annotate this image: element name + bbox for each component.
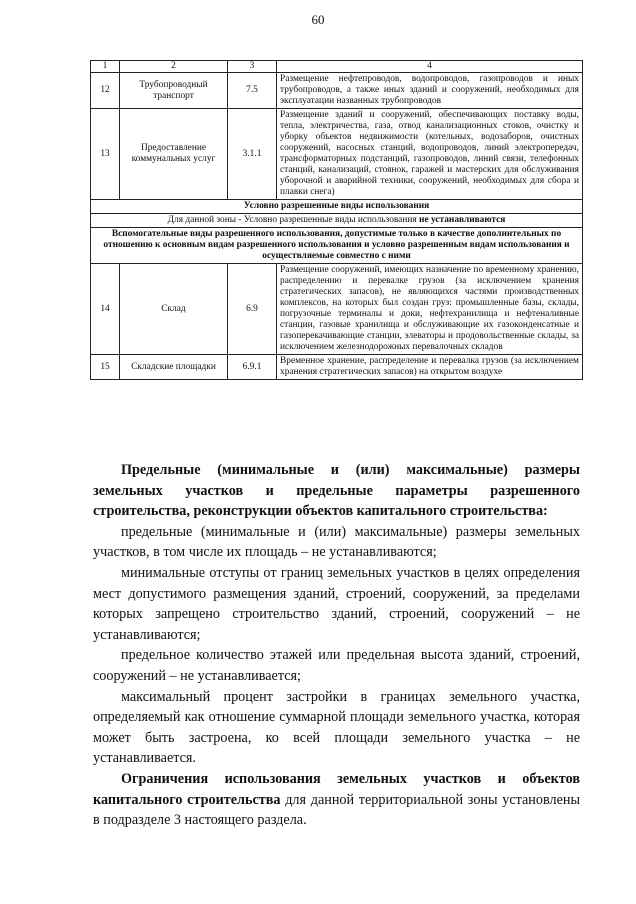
section-row-auxiliary	[91, 228, 583, 264]
paragraph-setbacks: минимальные отступы от границ земельных участков в целях определения мест допустимого размещения зданий, строений, сооружений, за пределами которых запрещено строительство зданий, строений, сооружений – не устанавливаются;	[93, 564, 580, 643]
paragraph-coverage: максимальный процент застройки в границах земельного участка, определяемый как отношение суммарной площади земельного участка, которая может быть застроена, ко всей площади земельного участка – не устанавливается.	[93, 688, 580, 767]
header-cell: 1	[91, 61, 120, 73]
table-row	[91, 73, 583, 109]
use-type-code: 7.5	[228, 73, 277, 109]
use-type-description: Размещение нефтепроводов, водопроводов, газопроводов и иных трубопроводов, а также иных зданий и сооружений, необходимых для эксплуатации названных трубопроводов	[277, 73, 583, 109]
body-text	[93, 460, 580, 831]
paragraph-restrictions	[93, 769, 580, 831]
paragraph-floors: предельное количество этажей или предельная высота зданий, строений, сооружений – не устанавливается;	[93, 647, 580, 684]
conditional-uses-title: Условно разрешенные виды использования	[91, 200, 583, 214]
use-type-description: Временное хранение, распределение и перевалка грузов (за исключением хранения стратегических запасов) на открытом воздухе	[277, 355, 583, 380]
land-use-table	[90, 60, 583, 380]
note-row-conditional	[91, 214, 583, 228]
use-type-code: 6.9	[228, 264, 277, 355]
section-row-conditional	[91, 200, 583, 214]
parameters-heading: Предельные (минимальные и (или) максимальные) размеры земельных участков и предельные параметры разрешенного строительства, реконструкции объектов капитального строительства:	[93, 462, 580, 520]
use-type-description: Размещение зданий и сооружений, обеспечивающих поставку воды, тепла, электричества, газа, отвод канализационных стоков, очистку и уборку объектов недвижимости (котельных, водозаборов, очистных сооружений, насосных станций, водопроводов, линий электропередач, трансформаторных подстанций, газопроводов, линий связи, телефонных станций, канализаций, стоянок, гаражей и мастерских для обслуживания уборочной и аварийной техники, сооружений, необходимых для сбора и плавки снега)	[277, 109, 583, 200]
conditional-uses-note	[91, 214, 583, 228]
conditional-note-bold: не устанавливаются	[419, 215, 506, 225]
use-type-name: Складские площадки	[120, 355, 228, 380]
use-type-name: Склад	[120, 264, 228, 355]
use-type-code: 6.9.1	[228, 355, 277, 380]
conditional-note-plain: Для данной зоны - Условно разрешенные виды использования	[167, 215, 420, 225]
auxiliary-uses-title: Вспомогательные виды разрешенного использования, допустимые только в качестве дополнительных по отношению к основным видам разрешенного использования и условно разрешенным видам использования и осуществляемые совместно с ними	[91, 228, 583, 264]
use-type-description: Размещение сооружений, имеющих назначение по временному хранению, распределению и перевалке грузов (за исключением хранения стратегических запасов), не являющихся частями производственных комплексов, на которых был создан груз: промышленные базы, склады, погрузочные терминалы и доки, нефтехранилища и нефтеналивные станции, газовые хранилища и обслуживающие их газоконденсатные и газоперекачивающие станции, элеваторы и продовольственные склады, за исключением железнодорожных перевалочных складов	[277, 264, 583, 355]
use-type-code: 3.1.1	[228, 109, 277, 200]
header-cell: 2	[120, 61, 228, 73]
row-number: 12	[91, 73, 120, 109]
row-number: 13	[91, 109, 120, 200]
paragraph-plot-sizes: предельные (минимальные и (или) максимальные) размеры земельных участков, в том числе их площадь – не устанавливаются;	[93, 523, 580, 561]
table-row	[91, 109, 583, 200]
row-number: 15	[91, 355, 120, 380]
restrictions-bold: Ограничения использования земельных участков и объектов капитального строительства	[93, 770, 580, 808]
header-cell: 4	[277, 61, 583, 73]
table-row	[91, 264, 583, 355]
use-type-name: Предоставление коммунальных услуг	[120, 109, 228, 200]
restrictions-plain: для данной территориальной зоны установлены в подразделе 3 настоящего раздела.	[93, 791, 580, 829]
use-type-name: Трубопроводный транспорт	[120, 73, 228, 109]
header-cell: 3	[228, 61, 277, 73]
table-header-row	[91, 61, 583, 73]
page-number: 60	[311, 12, 325, 27]
table-row	[91, 355, 583, 380]
row-number: 14	[91, 264, 120, 355]
